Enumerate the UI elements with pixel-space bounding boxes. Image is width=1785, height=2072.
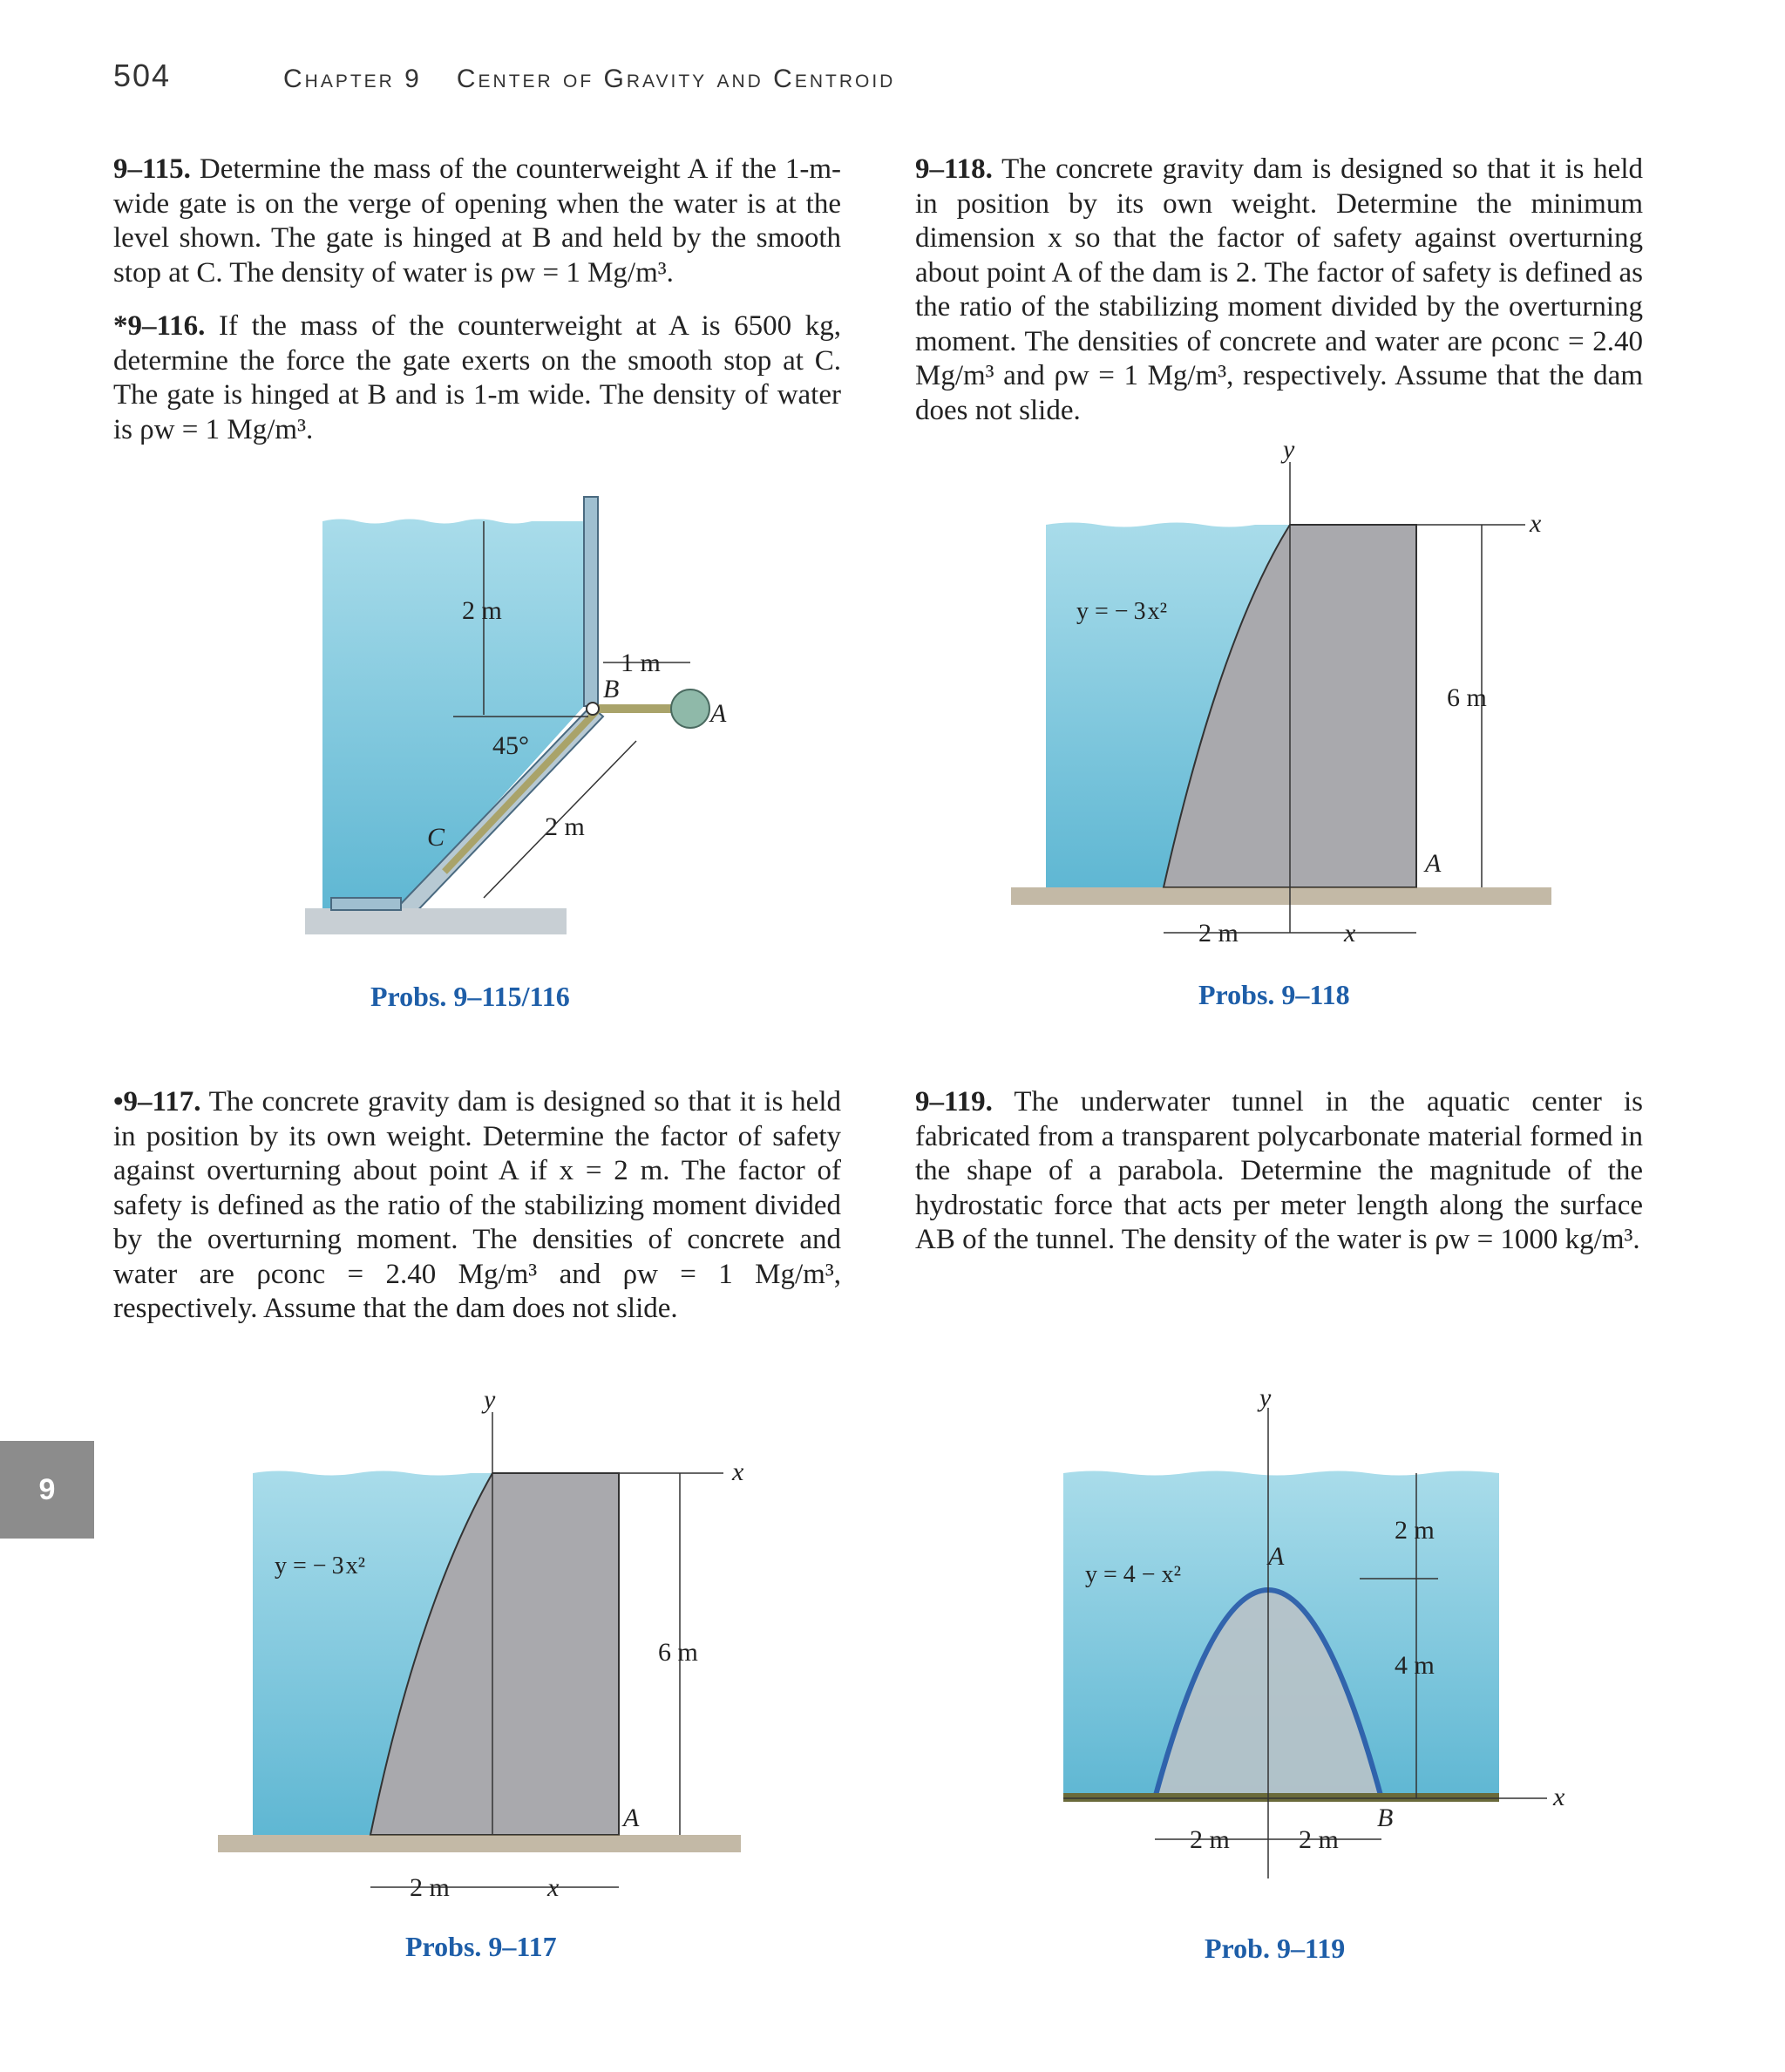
ground <box>1011 887 1551 905</box>
dim-base: 2 m <box>410 1873 450 1900</box>
problem-text: The concrete gravity dam is designed so that it is held in position by its own weight. Determine the factor of safety against overturning about point A if x = 2 m. The factor of safety is defined as the ratio of the stabilizing moment divided by the overturning moment. The densities of concrete and water are ρconc = 2.40 Mg/m³ and ρw = 1 Mg/m³, respectively. Assume that the dam does not slide. <box>113 1086 841 1324</box>
problem-number: *9–116. <box>113 310 206 342</box>
axis-x: x <box>1553 1783 1565 1811</box>
hinge-B <box>587 703 599 715</box>
dim-gate: 2 m <box>545 812 585 841</box>
chapter-thumb-tab: 9 <box>0 1441 94 1539</box>
dim-x: x <box>547 1873 560 1900</box>
problems-right-middle <box>915 1085 1643 1277</box>
axis-x: x <box>732 1457 744 1486</box>
label-C: C <box>427 823 445 852</box>
caption-9-118: Probs. 9–118 <box>1198 979 1350 1010</box>
chapter-label: Chapter 9 <box>283 65 422 93</box>
dim-base: 2 m <box>1198 919 1239 941</box>
dim-height: 4 m <box>1395 1651 1435 1680</box>
problem-text: If the mass of the counterweight at A is 6500 kg, determine the force the gate exerts on the smooth stop at C. The gate is hinged at B and is 1-m wide. The density of water is ρw = 1 Mg/m³. <box>113 310 842 445</box>
equation: y = − 3x² <box>1076 598 1167 625</box>
problem-9-116 <box>113 309 841 447</box>
label-B: B <box>603 675 620 703</box>
dim-depth: 2 m <box>462 596 502 625</box>
problem-9-119 <box>915 1085 1643 1258</box>
counterweight-A <box>671 690 709 728</box>
caption-9-119: Prob. 9–119 <box>1205 1933 1346 1964</box>
axis-x: x <box>1530 509 1542 538</box>
wall-plate <box>584 497 598 706</box>
label-A: A <box>710 699 727 728</box>
dim-height: 6 m <box>658 1638 698 1667</box>
dim-right: 2 m <box>1299 1825 1339 1854</box>
label-A: A <box>1268 1542 1285 1571</box>
figure-tunnel-119 <box>1046 1390 1586 1878</box>
chapter-title: Center of Gravity and Centroid <box>456 65 896 93</box>
problem-number: 9–118. <box>915 153 993 185</box>
tunnel-floor <box>1063 1793 1499 1802</box>
caption-9-115-116: Probs. 9–115/116 <box>370 981 570 1012</box>
stop-C <box>331 898 401 910</box>
figure-dam-118 <box>1002 445 1569 941</box>
label-B: B <box>1377 1804 1394 1832</box>
chapter-heading <box>283 65 895 94</box>
caption-9-117: Probs. 9–117 <box>405 1931 557 1962</box>
figure-gate <box>296 488 784 941</box>
axis-y: y <box>1259 1390 1272 1412</box>
dim-height: 6 m <box>1447 683 1487 712</box>
figure-dam-117 <box>218 1395 784 1900</box>
dim-arm: 1 m <box>621 649 661 677</box>
floor <box>305 908 567 934</box>
problem-9-118 <box>915 153 1643 428</box>
problems-right-top <box>915 153 1643 447</box>
dim-x: x <box>1344 919 1356 941</box>
equation: y = 4 − x² <box>1085 1561 1181 1588</box>
problem-9-117 <box>113 1085 841 1327</box>
problem-number: 9–115. <box>113 153 191 185</box>
equation: y = − 3x² <box>275 1552 365 1579</box>
label-A: A <box>1425 849 1442 878</box>
problem-text: Determine the mass of the counterweight A if the 1-m-wide gate is on the verge of opening when the water is at the level shown. The gate is hinged at B and held by the smooth stop at C. The density of water is ρw = 1 Mg/m³. <box>113 153 842 289</box>
label-A: A <box>623 1804 640 1832</box>
problems-left-middle <box>113 1085 841 1346</box>
axis-y: y <box>484 1395 496 1414</box>
page-header <box>113 58 896 94</box>
problem-text: The underwater tunnel in the aquatic center is fabricated from a transparent polycarbonate material formed in the shape of a parabola. Determine the magnitude of the hydrostatic force that acts per meter length along the surface AB of the tunnel. The density of the water is ρw = 1000 kg/m³. <box>915 1086 1643 1255</box>
dim-top: 2 m <box>1395 1516 1435 1545</box>
problem-text: The concrete gravity dam is designed so that it is held in position by its own weight. Determine the minimum dimension x so that the factor of safety against overturning about point A of the dam is 2. The factor of safety is defined as the ratio of the stabilizing moment divided by the overturning moment. The densities of concrete and water are ρconc = 2.40 Mg/m³ and ρw = 1 Mg/m³, respectively. Assume that the dam does not slide. <box>915 153 1643 426</box>
problem-number: 9–119. <box>915 1086 993 1118</box>
problem-number: •9–117. <box>113 1086 201 1118</box>
problem-9-115 <box>113 153 841 290</box>
ground <box>218 1835 741 1852</box>
dim-left: 2 m <box>1190 1825 1230 1854</box>
problems-left-top <box>113 153 841 466</box>
axis-y: y <box>1283 445 1295 464</box>
page-number: 504 <box>113 58 172 93</box>
label-angle: 45° <box>492 731 529 760</box>
